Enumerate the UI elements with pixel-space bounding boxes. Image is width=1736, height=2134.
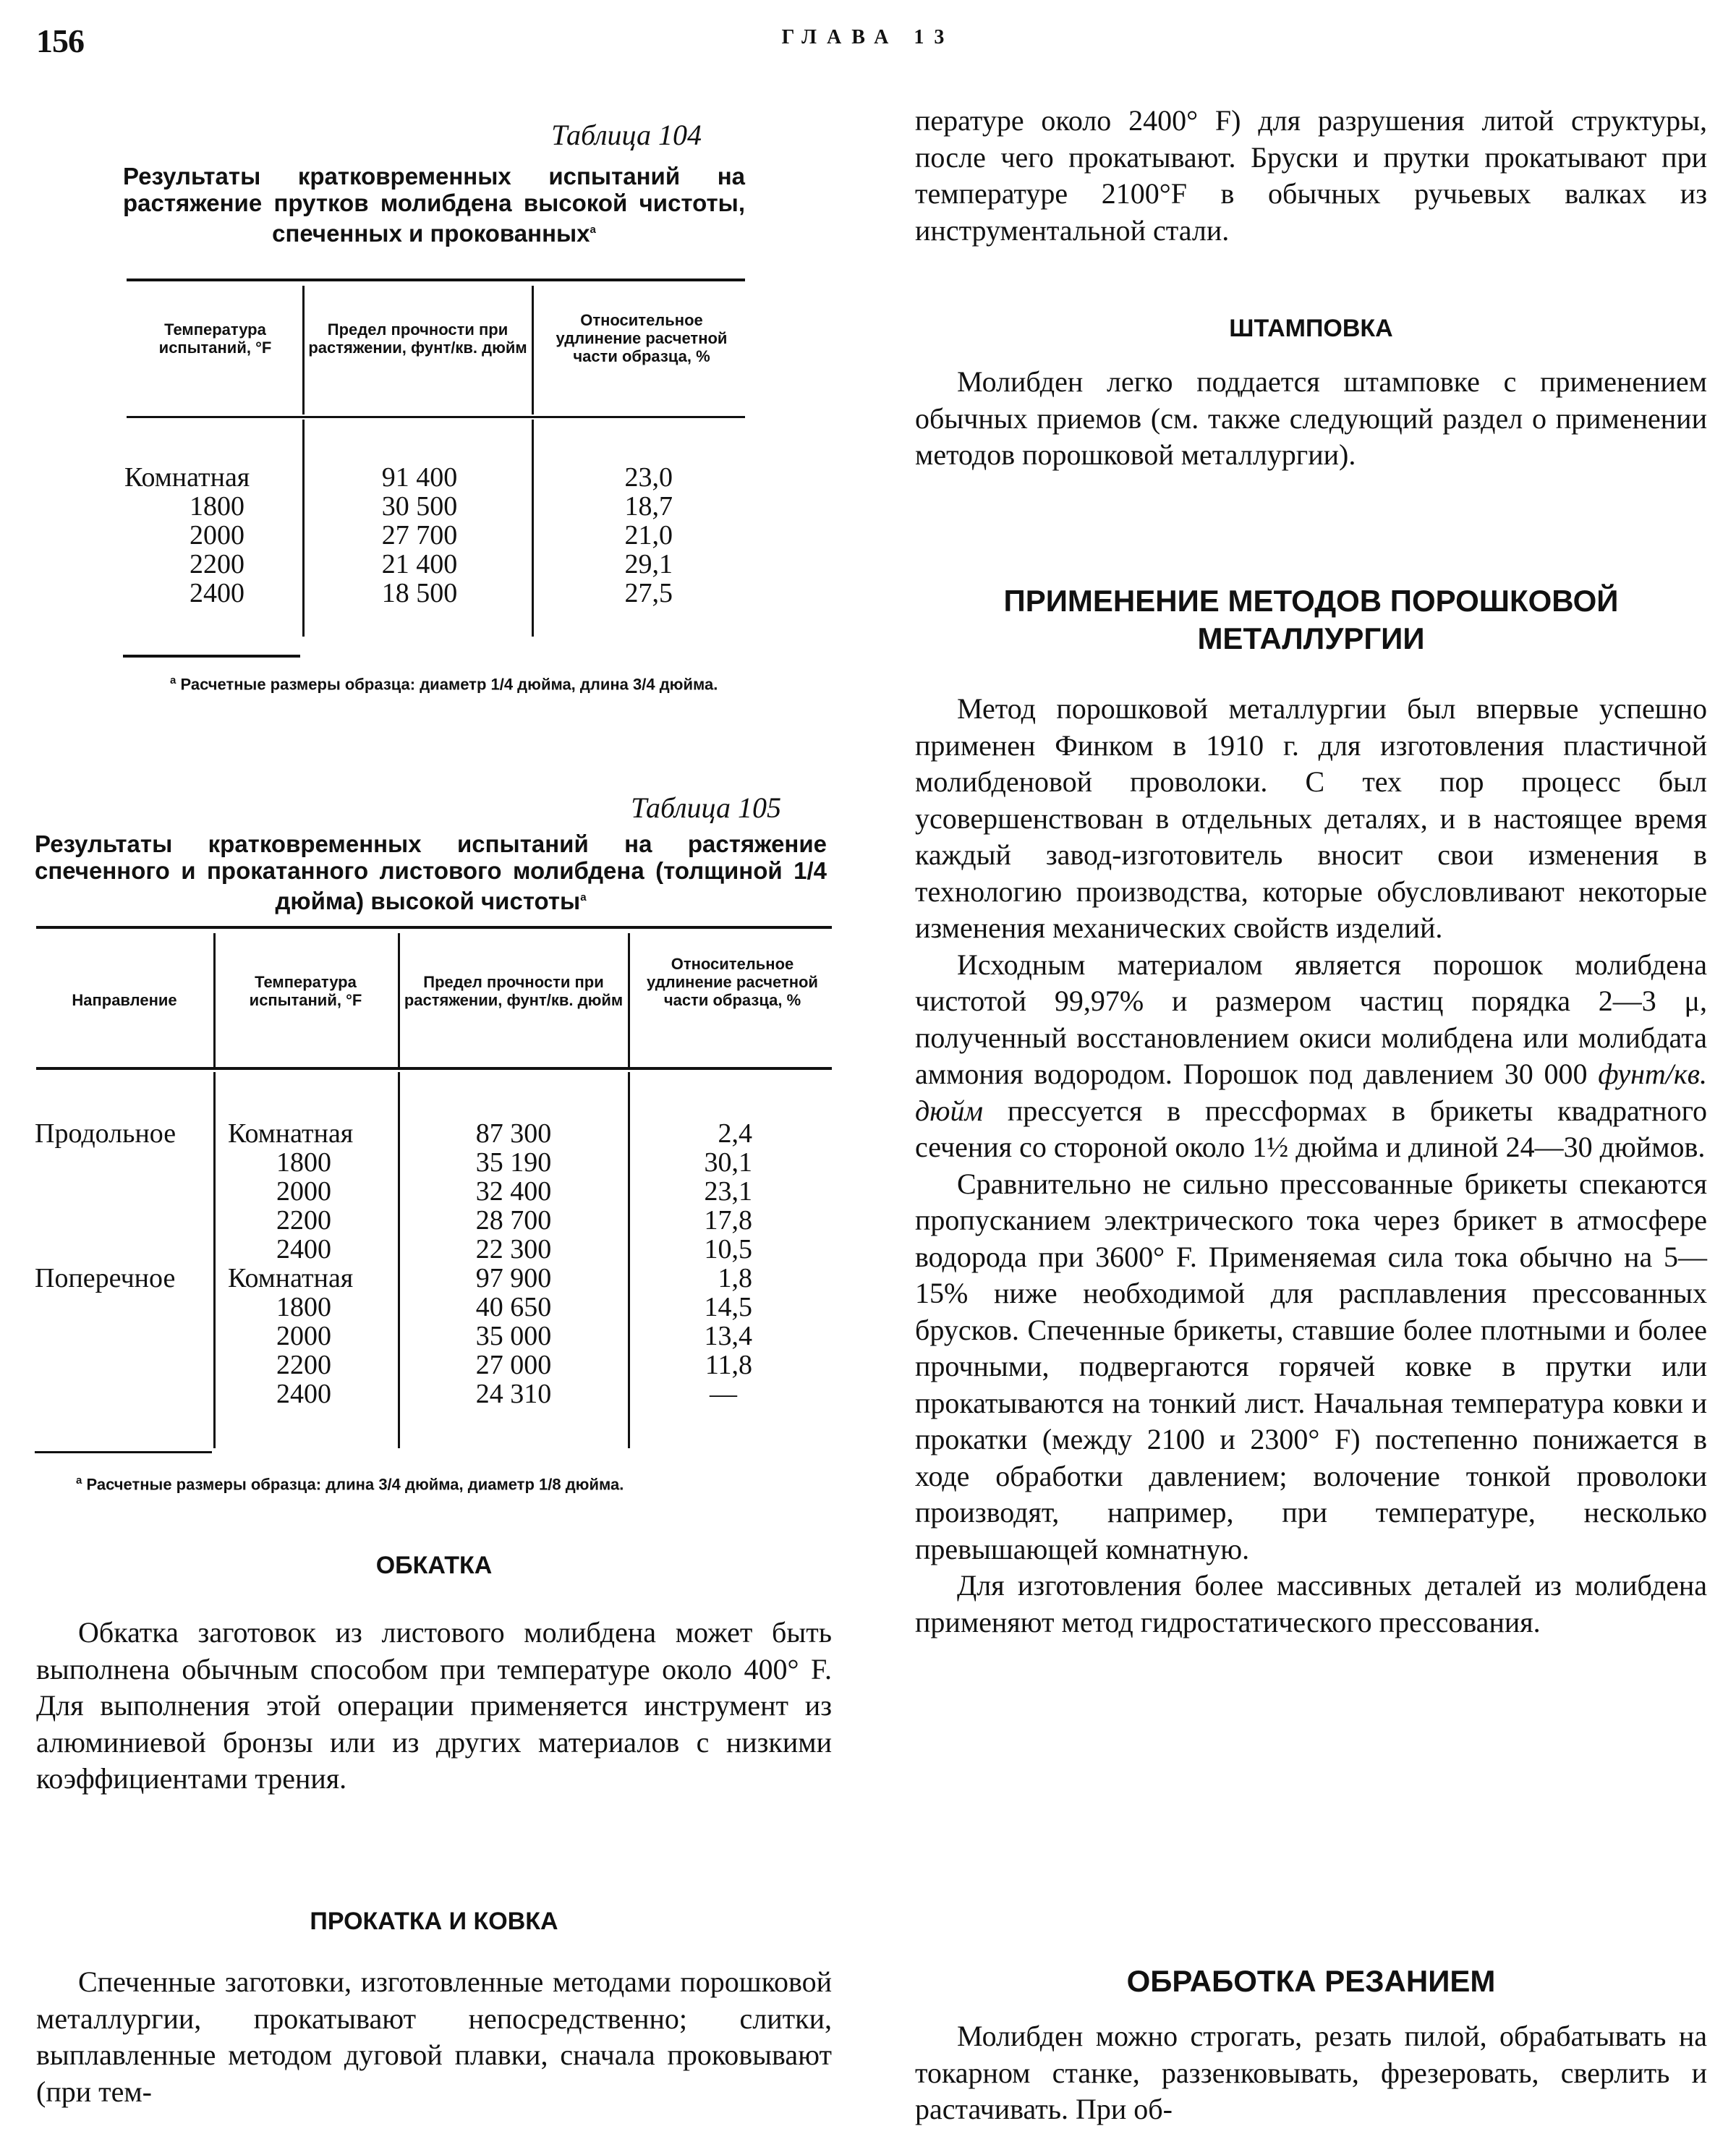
table-row-strength: 27 700 [381,520,458,550]
table-row-elongation: 1,8 [718,1263,752,1293]
table-104-header-rule [127,416,745,418]
table-row-temp: 2400 [190,578,244,608]
table-row-temp: 2000 [276,1321,331,1351]
table-105-divider [628,933,630,1067]
table-row-strength: 24 310 [475,1379,552,1409]
table-row-strength: 35 000 [475,1321,552,1351]
table-row-temp: Комнатная [228,1118,354,1149]
section-text-shtampovka: Молибден легко поддается штамповке с применением обычных приемов (см. также следующий раздел о применении методов порошковой металлургии). [915,365,1707,471]
table-104-title: Результаты кратковременных испытаний на растяжение прутков молибдена высокой чистоты, спеченных и прокованных$^а$ [123,163,745,247]
table-row-elongation: 23,0 [624,462,673,493]
table-row-temp: 1800 [190,491,244,522]
table-row-strength: 28 700 [475,1205,552,1236]
table-105-divider [213,933,216,1067]
table-row-elongation: 30,1 [704,1147,752,1178]
table-104-divider [532,286,534,415]
table-105-footnote: $^а$ Расчетные размеры образца: длина 3/4 дюйма, диаметр 1/8 дюйма. [76,1474,624,1494]
section-text-powder-metallurgy: Метод порошковой металлургии был впервые успешно применен Финком в 1910 г. для изготовления пластичной молибденовой проволоки. С тех пор процесс был усовершенствован в отдельных деталях, и в настоящее время каждый завод-изготовитель вносит свои изменения в технологию производства, которые обусловливают некоторые изменения механических свойств изделий. Исходным материалом является порошок молибдена чистотой 99,97% и размером частиц порядка 2—3 μ, полученный восстановлением окиси молибдена или молибдата аммония водородом. Порошок под давлением 30 000 фунт/кв. дюйм прессуется в прессформах в брикеты квадратного сечения со стороной около 1½ дюйма и длиной 24—30 дюймов. Сравнительно не сильно прессованные брикеты спекаются пропусканием электрического тока через брикет в атмосфере водорода при 3600° F. Применяемая сила тока обычно на 5—15% ниже необходимой для расплавления прессованных брусков. Спеченные брикеты, ставшие более плотными и более прочными, подвергаются горячей ковке в прутки или прокатываются на тонкий лист. Начальная температура ковки и прокатки (между 2100 и 2300° F) постепенно понижается в ходе обработки давлением; волочение тонкой проволоки производят, например, при температуре, несколько превышающей комнатную. Для изготовления более массивных деталей из молибдена применяют метод гидростатического прессования. [915,692,1707,1638]
table-104-top-rule [127,279,745,281]
table-row-temp: 1800 [276,1147,331,1178]
table-row-temp: 2000 [276,1176,331,1207]
table-104-header-strength: Предел прочности при растяжении, фунт/кв. дюйм [308,320,527,357]
section-text-prokatka-continued: пературе около 2400° F) для разрушения литой структуры, после чего прокатывают. Бруски и прутки прокатывают при температуре 2100°F в обычных ручьевых валках из инструментальной стали. [915,104,1707,247]
table-row-elongation: 2,4 [718,1118,752,1149]
table-row-elongation: 27,5 [624,578,673,608]
table-row-elongation: — [710,1379,737,1409]
table-104-divider [302,286,305,415]
table-row-elongation: 23,1 [704,1176,752,1207]
table-104-divider [532,420,534,637]
table-row-strength: 27 000 [475,1350,552,1380]
table-row-strength: 18 500 [381,578,458,608]
table-row-strength: 40 650 [475,1292,552,1322]
table-row-temp: 1800 [276,1292,331,1322]
table-row-strength: 30 500 [381,491,458,522]
section-text-prokatka: Спеченные заготовки, изготовленные методами порошковой металлургии, прокатывают непосредственно; слитки, выплавленные методом дуговой плавки, сначала проковывают (при тем- [36,1965,832,2108]
footnote-rule [123,655,300,658]
table-105-header-rule [36,1067,832,1070]
footnote-mark: а [580,891,587,904]
table-104-header-temp: Температура испытаний, °F [158,320,272,357]
table-row-elongation: 13,4 [704,1321,752,1351]
table-105-title: Результаты кратковременных испытаний на растяжение спеченного и прокатанного листового молибдена (толщиной 1/4 дюйма) высокой чистоты$^а$ [35,830,827,914]
section-heading-obkatka: ОБКАТКА [375,1552,493,1579]
table-row-strength: 91 400 [381,462,458,493]
table-row-temp: 2200 [276,1350,331,1380]
table-105-divider [398,933,400,1067]
section-text-obkatka: Обкатка заготовок из листового молибдена может быть выполнена обычным способом при температуре около 400° F. Для выполнения этой операции применяется инструмент из алюминиевой бронзы или из других материалов с низкими коэффициентами трения. [36,1616,832,1795]
section-heading-machining: ОБРАБОТКА РЕЗАНИЕМ [1126,1964,1496,1998]
table-104-header-elongation: Относительное удлинение расчетной части образца, % [556,311,728,365]
table-105-divider [398,1072,400,1448]
table-104-caption: Таблица 104 [551,119,702,151]
table-row-strength: 97 900 [475,1263,552,1293]
table-row-temp: 2000 [190,520,244,550]
table-row-elongation: 29,1 [624,549,673,579]
footnote-rule [35,1451,212,1453]
table-row-elongation: 17,8 [704,1205,752,1236]
table-104-footnote: $^а$ Расчетные размеры образца: диаметр 1/4 дюйма, длина 3/4 дюйма. [170,674,718,694]
table-105-header-temp: Температура испытаний, °F [249,973,362,1009]
table-row-strength: 21 400 [381,549,458,579]
table-row-temp: 2200 [190,549,244,579]
table-row-elongation: 18,7 [624,491,673,522]
table-105-divider [628,1072,630,1448]
table-row-strength: 35 190 [475,1147,552,1178]
table-104-divider [302,420,305,637]
section-text-machining: Молибден можно строгать, резать пилой, обрабатывать на токарном станке, раззенковывать, фрезеровать, сверлить и растачивать. При об- [915,2020,1707,2125]
table-row-strength: 22 300 [475,1234,552,1264]
table-row-elongation: 14,5 [704,1292,752,1322]
table-105-header-direction: Направление [72,991,177,1009]
table-row-strength: 87 300 [475,1118,552,1149]
table-105-top-rule [36,926,832,929]
footnote-mark: а [590,224,596,236]
table-row-temp: Комнатная [124,462,250,493]
table-row-temp: 2200 [276,1205,331,1236]
table-row-temp: 2400 [276,1234,331,1264]
table-row-strength: 32 400 [475,1176,552,1207]
section-heading-shtampovka: ШТАМПОВКА [1229,315,1393,342]
section-heading-powder-metallurgy: ПРИМЕНЕНИЕ МЕТОДОВ ПОРОШКОВОЙ МЕТАЛЛУРГИИ [1003,584,1619,655]
section-heading-prokatka: ПРОКАТКА И КОВКА [310,1908,558,1935]
running-head: ГЛАВА 13 [781,26,955,48]
table-row-direction: Продольное [35,1118,176,1149]
table-row-temp: Комнатная [228,1263,354,1293]
table-row-direction: Поперечное [35,1263,176,1293]
table-row-elongation: 10,5 [704,1234,752,1264]
table-105-header-strength: Предел прочности при растяжении, фунт/кв. дюйм [404,973,624,1009]
page-number: 156 [36,22,84,59]
table-105-caption: Таблица 105 [631,791,781,824]
table-row-elongation: 21,0 [624,520,673,550]
table-105-header-elongation: Относительное удлинение расчетной части образца, % [647,955,818,1009]
table-105-divider [213,1072,216,1448]
table-row-elongation: 11,8 [705,1350,752,1380]
table-row-temp: 2400 [276,1379,331,1409]
